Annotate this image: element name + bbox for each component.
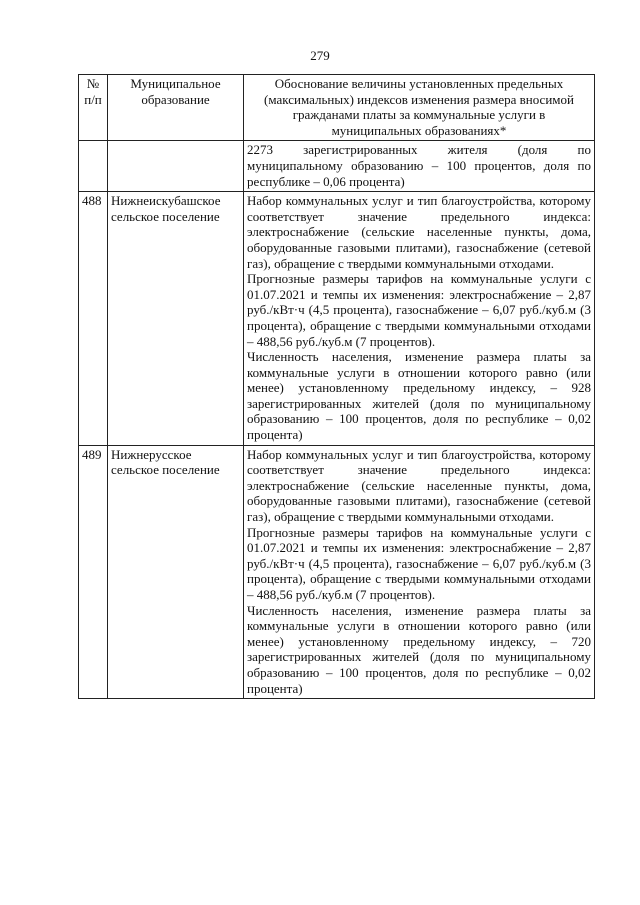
page-number: 279 bbox=[310, 48, 330, 63]
row-number: 489 bbox=[79, 445, 108, 699]
population-paragraph: Численность населения, изменение размера платы за коммунальные услуги в отношении которого равно (или менее) установленному предельному индексу, – 928 зарегистрированных жителей (доля по муниципальному образованию – 100 процентов, доля по республике – 0,02 процента) bbox=[247, 349, 591, 443]
tariff-index-table bbox=[78, 74, 595, 699]
continuation-line-1: 2273 зарегистрированных жителя (доля по bbox=[247, 142, 591, 158]
services-paragraph: Набор коммунальных услуг и тип благоустройства, которому соответствует значение предельного индекса: электроснабжение (сельские населенные пункты, дома, оборудованные газовыми плитами), газоснабжение (сетевой газ), обращение с твердыми коммунальными отходами. bbox=[247, 193, 591, 271]
table-row bbox=[79, 445, 595, 699]
continuation-justification-cell bbox=[244, 141, 595, 192]
header-number: № п/п bbox=[79, 75, 108, 141]
header-municipality: Муниципальное образование bbox=[108, 75, 244, 141]
row-number: 488 bbox=[79, 192, 108, 446]
services-paragraph: Набор коммунальных услуг и тип благоустройства, которому соответствует значение предельного индекса: электроснабжение (сельские населенные пункты, дома, оборудованные газовыми плитами), газоснабжение (сетевой газ), обращение с твердыми коммунальными отходами. bbox=[247, 446, 591, 525]
tariffs-paragraph: Прогнозные размеры тарифов на коммунальные услуги с 01.07.2021 и темпы их изменения: электроснабжение – 2,87 руб./кВт·ч (4,5 процента), газоснабжение – 6,07 руб./куб.м (3 процента), обращение с твердыми коммунальными отходами – 488,56 руб./куб.м (7 процентов). bbox=[247, 524, 591, 602]
tariffs-paragraph: Прогнозные размеры тарифов на коммунальные услуги с 01.07.2021 и темпы их изменения: электроснабжение – 2,87 руб./кВт·ч (4,5 процента), газоснабжение – 6,07 руб./куб.м (3 процента), обращение с твердыми коммунальными отходами – 488,56 руб./куб.м (7 процентов). bbox=[247, 271, 591, 349]
table-row bbox=[79, 192, 595, 446]
row-municipality: Нижнерусское сельское поселение bbox=[108, 445, 244, 699]
population-paragraph: Численность населения, изменение размера платы за коммунальные услуги в отношении которого равно (или менее) установленному предельному индексу, – 720 зарегистрированных жителей (доля по муниципальному образованию – 100 процентов, доля по республике – 0,02 процента) bbox=[247, 602, 591, 696]
row-justification bbox=[244, 445, 595, 699]
table-header-row bbox=[79, 75, 595, 141]
row-justification bbox=[244, 192, 595, 446]
continuation-line-rest: муниципальному образованию – 100 процентов, доля по республике – 0,06 процента) bbox=[247, 157, 591, 189]
continuation-municipality-cell bbox=[108, 141, 244, 192]
header-justification: Обоснование величины установленных предельных (максимальных) индексов изменения размера вносимой гражданами платы за коммунальные услуги в муниципальных образованиях* bbox=[244, 75, 595, 141]
table-row-continuation bbox=[79, 141, 595, 192]
continuation-number-cell bbox=[79, 141, 108, 192]
row-municipality: Нижнеискубашское сельское поселение bbox=[108, 192, 244, 446]
